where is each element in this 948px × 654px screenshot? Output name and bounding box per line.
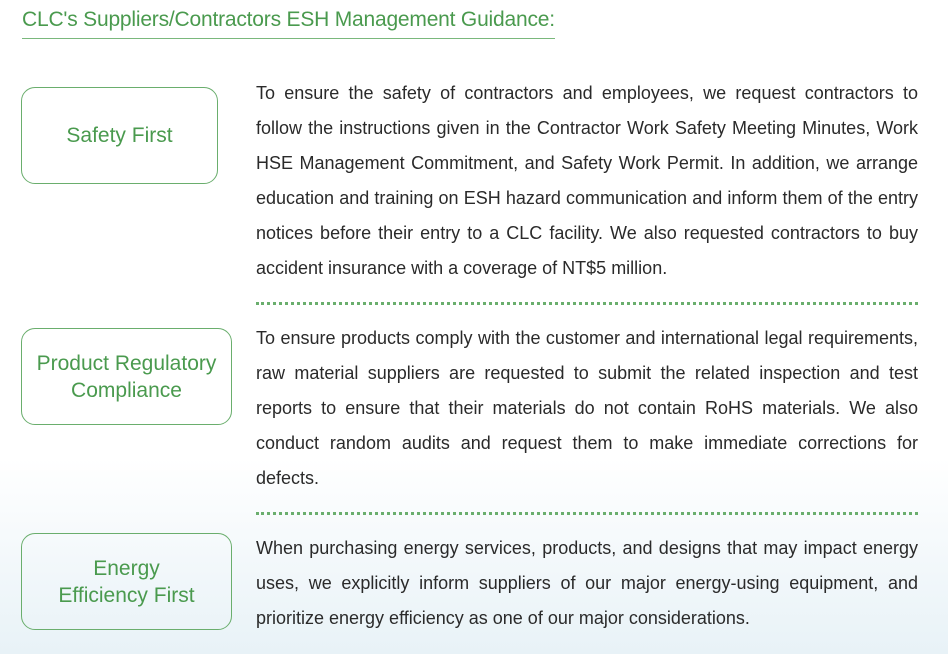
section-label-text: Energy Efficiency First — [58, 556, 195, 607]
section-text-energy-efficiency-first: When purchasing energy services, products, and designs that may impact energy uses, we explicitly inform suppliers of our major energy-using equipment, and prioritize energy efficiency as one of our major considerations. — [256, 538, 918, 628]
section-label-text: Safety First — [66, 124, 173, 147]
section-text-product-regulatory-compliance: To ensure products comply with the customer and international legal requirements, raw material suppliers are requested to submit the related inspection and test reports to ensure that their materials do not contain RoHS materials. We also conduct random audits and request them to make immediate corrections for defects. — [256, 328, 918, 488]
section-label-product-regulatory-compliance — [21, 328, 232, 425]
section-label-text: Product Regulatory Compliance — [36, 351, 217, 402]
section-label-energy-efficiency-first — [21, 533, 232, 630]
section-divider — [256, 302, 918, 305]
page-title: CLC's Suppliers/Contractors ESH Management Guidance: — [22, 8, 555, 39]
section-label-safety-first — [21, 87, 218, 184]
section-divider — [256, 512, 918, 515]
section-text-safety-first: To ensure the safety of contractors and employees, we request contractors to follow the instructions given in the Contractor Work Safety Meeting Minutes, Work HSE Management Commitment, and Safety Work Permit. In addition, we arrange education and training on ESH hazard communication and inform them of the entry notices before their entry to a CLC facility. We also requested contractors to buy accident insurance with a coverage of NT$5 million. — [256, 83, 918, 278]
